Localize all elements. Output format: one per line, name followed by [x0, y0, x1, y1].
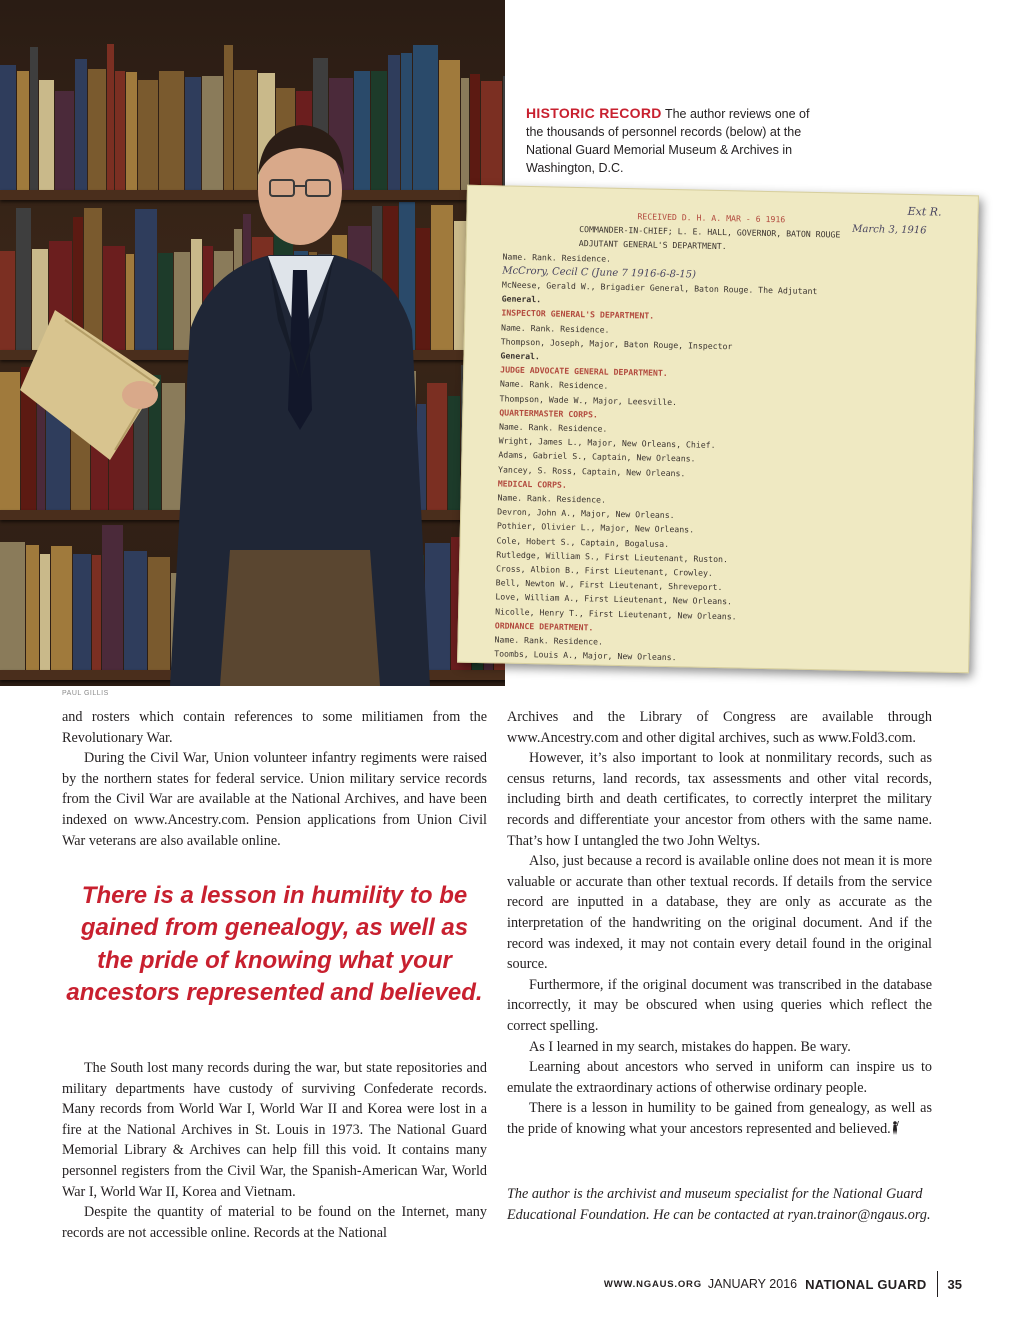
- record-line: ADJUTANT GENERAL'S DEPARTMENT.: [578, 238, 727, 252]
- paragraph: Furthermore, if the original document was transcribed in the database incorrectly, it may be obscured when using queries which reflect the correct spelling.: [507, 976, 932, 1034]
- caption-text: The author reviews one of the thousands of personnel records (below) at the National Guard Memorial Museum & Archives in Washington, D.C.: [526, 107, 810, 175]
- record-line: Name. Rank. Residence.: [494, 634, 604, 647]
- paragraph: and rosters which contain references to some militiamen from the Revolutionary War.: [62, 709, 487, 746]
- page-footer: [604, 1271, 962, 1297]
- record-line: Toombs, Louis A., Major, New Orleans.: [494, 648, 677, 663]
- footer-divider: [937, 1271, 938, 1297]
- pull-quote: There is a lesson in humility to be gained from genealogy, as well as the pride of knowing what your ancestors represented and believed.: [66, 882, 483, 1006]
- record-line: Name. Rank. Residence.: [502, 251, 612, 264]
- book-spine: [124, 551, 147, 670]
- record-line: Rutledge, William S., First Lieutenant, Ruston.: [496, 549, 729, 565]
- record-line: Yancey, S. Ross, Captain, New Orleans.: [498, 463, 686, 478]
- page-number: 35: [947, 1276, 962, 1292]
- record-line: Name. Rank. Residence.: [499, 378, 609, 392]
- record-line: Bell, Newton W., First Lieutenant, Shreveport.: [495, 577, 723, 593]
- author-bio: The author is the archivist and museum specialist for the National Guard Educational Foundation. He can be contacted at ryan.trainor@ngaus.org.: [507, 1186, 931, 1223]
- book-spine: [0, 372, 20, 510]
- book-spine: [126, 72, 137, 190]
- record-line: Nicolle, Henry T., First Lieutenant, New Orleans.: [495, 605, 737, 622]
- book-spine: [102, 525, 123, 670]
- record-line: Cross, Albion B., First Lieutenant, Crowley.: [495, 563, 713, 578]
- record-line: Thompson, Wade W., Major, Leesville.: [499, 393, 678, 407]
- book-spine: [26, 545, 40, 670]
- record-line: INSPECTOR GENERAL'S DEPARTMENT.: [501, 307, 655, 322]
- book-spine: [17, 71, 29, 190]
- article-column-1: [62, 707, 487, 851]
- record-line: General.: [501, 293, 542, 305]
- record-line: Thompson, Joseph, Major, Baton Rouge, Inspector: [500, 336, 733, 352]
- paragraph: Also, just because a record is available online does not mean it is more valuable or accurate than other textual records. If details from the service record are inputted in a database, they are only as accurate as the interpretation of the handwriting on the original document. And if the record was indexed, it may not contain every detail found in the original source.: [507, 853, 932, 973]
- record-line: Wright, James L., Major, New Orleans, Chief.: [498, 435, 716, 451]
- record-line: RECEIVED D. H. A. MAR - 6 1916: [637, 211, 786, 225]
- article-column-1-continued: [62, 1058, 487, 1243]
- book-spine: [126, 254, 135, 350]
- record-line: Name. Rank. Residence.: [497, 492, 607, 505]
- book-spine: [55, 91, 74, 190]
- book-spine: [92, 555, 102, 670]
- paragraph: Despite the quantity of material to be found on the Internet, many records are not accessible online. Records at the National: [62, 1204, 487, 1241]
- book-spine: [88, 69, 106, 190]
- record-line: JUDGE ADVOCATE GENERAL DEPARTMENT.: [500, 364, 668, 379]
- book-spine: [134, 405, 149, 510]
- record-line: Adams, Gabriel S., Captain, New Orleans.: [498, 449, 696, 464]
- handwritten-date: March 3, 1916: [852, 223, 927, 237]
- record-line: COMMANDER-IN-CHIEF; L. E. HALL, GOVERNOR, BATON ROUGE: [579, 224, 841, 240]
- book-spine: [37, 395, 45, 510]
- record-line: QUARTERMASTER CORPS.: [499, 407, 598, 420]
- book-spine: [103, 246, 124, 350]
- record-line: Love, William A., First Lieutenant, New Orleans.: [495, 591, 733, 607]
- book-spine: [40, 554, 50, 670]
- paragraph: During the Civil War, Union volunteer infantry regiments were raised by the northern states for federal service. Union military service records from the Civil War are available at the National Archives, and have been indexed on www.Ancestry.com. Pension applications from Union Civil War veterans are also available online.: [62, 750, 487, 849]
- book-spine: [0, 65, 16, 190]
- book-spine: [16, 208, 32, 350]
- record-line: Pothier, Olivier L., Major, New Orleans.: [496, 520, 695, 535]
- minuteman-end-mark-icon: [891, 1121, 899, 1135]
- article-column-2: [507, 707, 932, 1139]
- book-spine: [0, 542, 25, 670]
- record-line: ORDNANCE DEPARTMENT.: [494, 620, 594, 633]
- paragraph: Archives and the Library of Congress are available through www.Ancestry.com and other digital archives, such as www.Fold3.com.: [507, 709, 932, 746]
- book-spine: [107, 44, 115, 190]
- caption-kicker: HISTORIC RECORD: [526, 105, 662, 121]
- record-line: Name. Rank. Residence.: [500, 322, 610, 335]
- book-spine: [0, 251, 15, 350]
- book-spine: [73, 554, 91, 670]
- record-line: McNeese, Gerald W., Brigadier General, Baton Rouge. The Adjutant: [501, 279, 818, 297]
- book-spine: [75, 59, 87, 190]
- record-line: Name. Rank. Residence.: [498, 421, 608, 434]
- footer-date: JANUARY 2016: [707, 1277, 798, 1291]
- photo-credit: PAUL GILLIS: [62, 690, 109, 697]
- record-line: McCrory, Cecil C (June 7 1916-6-8-15): [502, 265, 697, 281]
- paragraph: However, it’s also important to look at nonmilitary records, such as census returns, land records, tax assessments and other vital records, including birth and death certificates, to correctly interpret the military records and differentiate your ancestor from others with the same name. That’s how I untangled the two John Weltys.: [507, 750, 932, 849]
- paragraph: [507, 1098, 932, 1139]
- book-spine: [115, 71, 125, 190]
- book-spine: [30, 47, 39, 190]
- paragraph: The South lost many records during the war, but state repositories and military departments have custody of surviving Confederate records. Many records from World War I, World War II and Korea were lost in a fire at the National Archives in St. Louis in 1973. The National Guard Memorial Library & Archives can help fill this void. It contains many personnel registers from the Civil War, the Spanish-American War, World War I, World War II, Korea and Vietnam.: [62, 1060, 487, 1200]
- library-bookshelves: [0, 0, 512, 686]
- book-spine: [51, 546, 72, 670]
- record-line: Cole, Hobert S., Captain, Bogalusa.: [496, 534, 670, 549]
- personnel-record-document: [457, 185, 979, 674]
- book-spine: [461, 78, 469, 190]
- paragraph: As I learned in my search, mistakes do happen. Be wary.: [529, 1038, 851, 1055]
- record-line: MEDICAL CORPS.: [497, 478, 567, 490]
- book-spine: [470, 74, 481, 190]
- book-spine: [481, 81, 502, 190]
- book-spine: [84, 208, 102, 350]
- book-spine: [39, 80, 54, 190]
- record-line: Devron, John A., Major, New Orleans.: [497, 506, 675, 521]
- footer-url: WWW.NGAUS.ORG: [603, 1278, 702, 1290]
- record-line: General.: [500, 350, 541, 362]
- handwritten-note: Ext R.: [907, 204, 942, 219]
- paragraph: Learning about ancestors who served in uniform can inspire us to emulate the extraordinary actions of otherwise ordinary people.: [507, 1059, 932, 1096]
- footer-magazine-name: NATIONAL GUARD: [805, 1276, 927, 1292]
- author-portrait: [150, 80, 450, 686]
- photo-caption: [526, 104, 816, 177]
- closing-paragraph-text: There is a lesson in humility to be gained from genealogy, as well as the pride of knowing what your ancestors represented and believed.: [507, 1100, 932, 1137]
